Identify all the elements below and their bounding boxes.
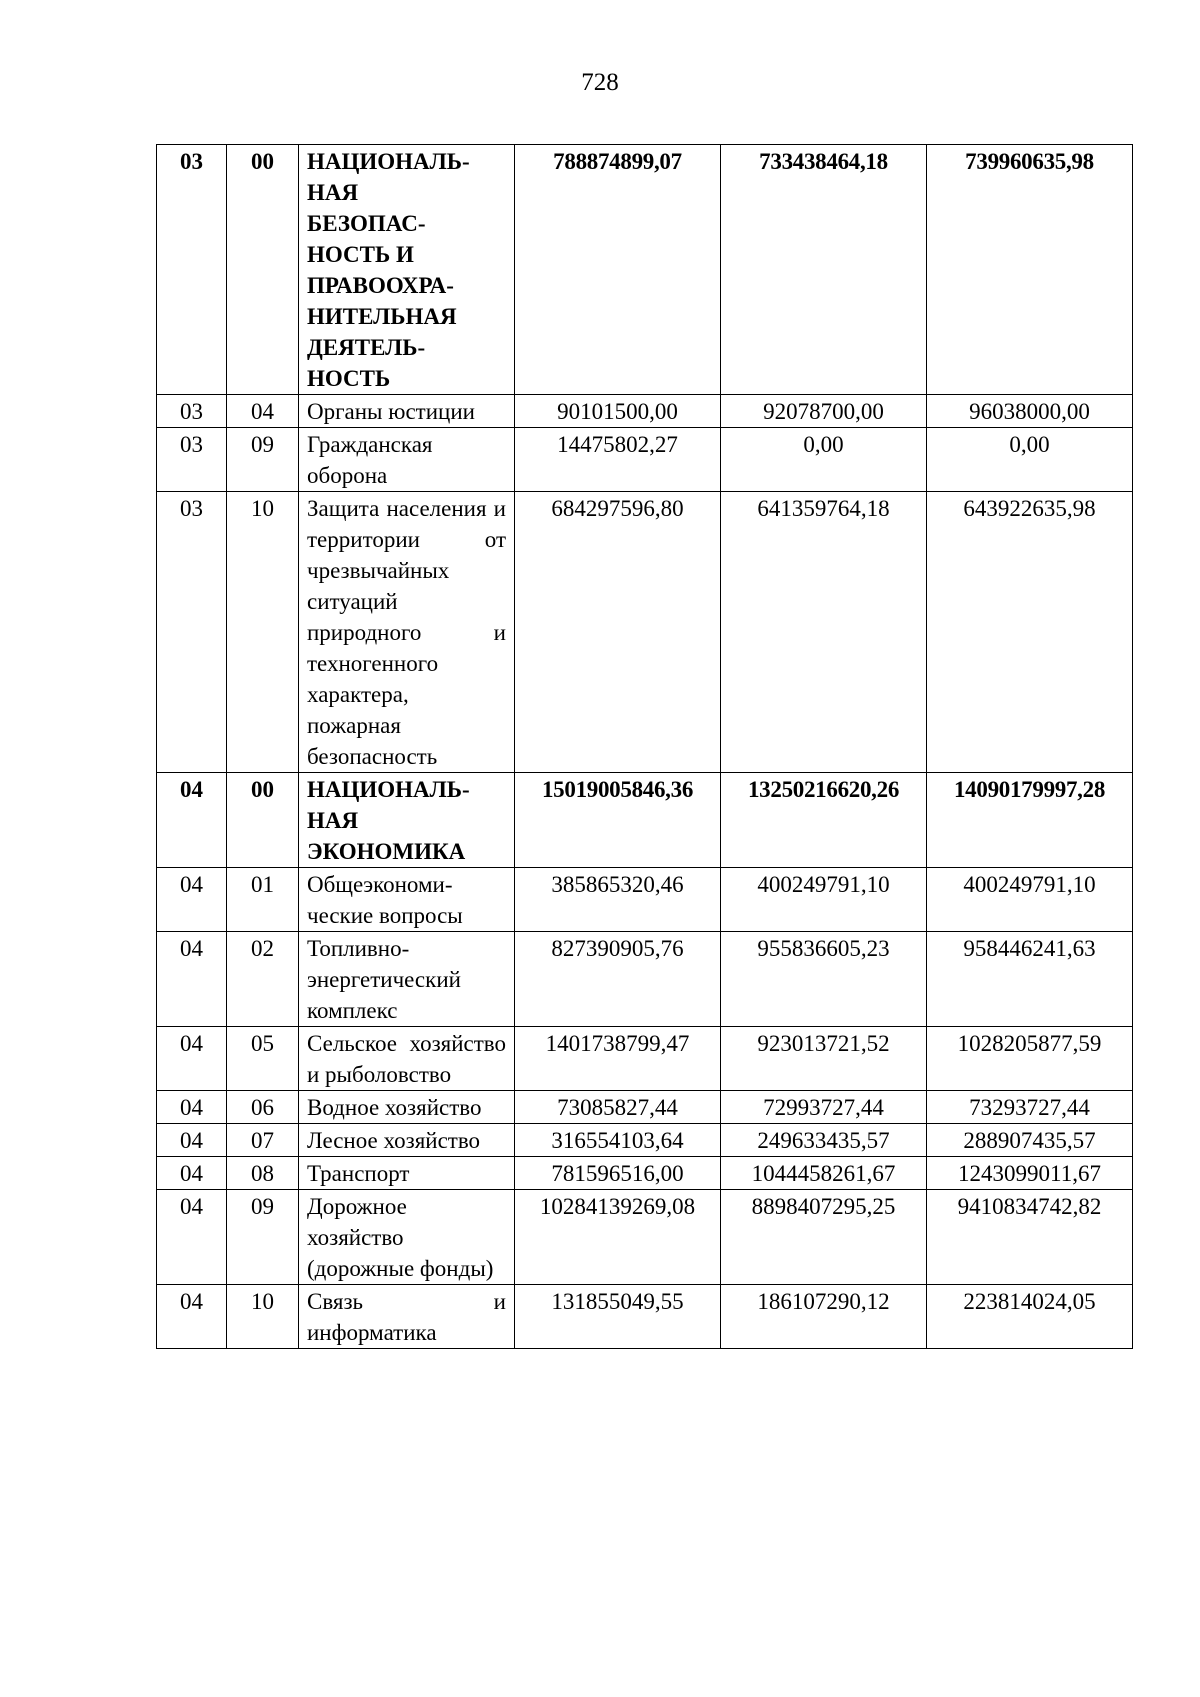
amount-year-1-cell: 10284139269,08: [515, 1190, 721, 1285]
item-name-cell: Дорожное хозяйство (дорожные фонды): [299, 1190, 515, 1285]
amount-year-1-cell: 1401738799,47: [515, 1027, 721, 1091]
subsection-code-cell: 00: [227, 145, 299, 395]
item-name-cell: Сельское хозяйство и рыболовство: [299, 1027, 515, 1091]
amount-year-3-cell: 643922635,98: [927, 492, 1133, 773]
amount-year-3-cell: 400249791,10: [927, 868, 1133, 932]
section-code-cell: 04: [157, 1190, 227, 1285]
item-name-cell: Защита населения и территории от чрезвычайных ситуаций природного и техногенного характера, пожарная безопасность: [299, 492, 515, 773]
table-row: [157, 428, 1133, 492]
item-name-cell: Водное хозяйство: [299, 1091, 515, 1124]
table-row: [157, 868, 1133, 932]
budget-table: [156, 144, 1133, 1349]
table-row: [157, 1124, 1133, 1157]
item-name-cell: НАЦИОНАЛЬ- НАЯ БЕЗОПАС- НОСТЬ И ПРАВООХРА- НИТЕЛЬНАЯ ДЕЯТЕЛЬ- НОСТЬ: [299, 145, 515, 395]
page-number: 728: [581, 69, 619, 96]
table-row: [157, 492, 1133, 773]
table-row: [157, 1091, 1133, 1124]
table-row: [157, 1190, 1133, 1285]
section-code-cell: 03: [157, 145, 227, 395]
subsection-code-cell: 05: [227, 1027, 299, 1091]
amount-year-2-cell: 641359764,18: [721, 492, 927, 773]
amount-year-2-cell: 13250216620,26: [721, 773, 927, 868]
subsection-code-cell: 10: [227, 492, 299, 773]
amount-year-3-cell: 739960635,98: [927, 145, 1133, 395]
amount-year-1-cell: 684297596,80: [515, 492, 721, 773]
table-row: [157, 395, 1133, 428]
table-row: [157, 1027, 1133, 1091]
subsection-code-cell: 08: [227, 1157, 299, 1190]
amount-year-3-cell: 0,00: [927, 428, 1133, 492]
section-code-cell: 04: [157, 1027, 227, 1091]
amount-year-1-cell: 14475802,27: [515, 428, 721, 492]
item-name-cell: Гражданская оборона: [299, 428, 515, 492]
amount-year-2-cell: 92078700,00: [721, 395, 927, 428]
subsection-code-cell: 04: [227, 395, 299, 428]
subsection-code-cell: 06: [227, 1091, 299, 1124]
amount-year-1-cell: 15019005846,36: [515, 773, 721, 868]
amount-year-1-cell: 90101500,00: [515, 395, 721, 428]
amount-year-2-cell: 72993727,44: [721, 1091, 927, 1124]
amount-year-2-cell: 923013721,52: [721, 1027, 927, 1091]
section-code-cell: 04: [157, 1124, 227, 1157]
section-code-cell: 04: [157, 932, 227, 1027]
amount-year-2-cell: 733438464,18: [721, 145, 927, 395]
subsection-code-cell: 00: [227, 773, 299, 868]
subsection-code-cell: 02: [227, 932, 299, 1027]
amount-year-1-cell: 316554103,64: [515, 1124, 721, 1157]
table-row: [157, 932, 1133, 1027]
amount-year-3-cell: 14090179997,28: [927, 773, 1133, 868]
item-name-cell: Топливно- энергетический комплекс: [299, 932, 515, 1027]
section-code-cell: 03: [157, 395, 227, 428]
table-row: [157, 773, 1133, 868]
amount-year-3-cell: 958446241,63: [927, 932, 1133, 1027]
amount-year-3-cell: 1243099011,67: [927, 1157, 1133, 1190]
section-code-cell: 04: [157, 868, 227, 932]
amount-year-1-cell: 131855049,55: [515, 1285, 721, 1349]
amount-year-3-cell: 1028205877,59: [927, 1027, 1133, 1091]
amount-year-2-cell: 8898407295,25: [721, 1190, 927, 1285]
amount-year-2-cell: 1044458261,67: [721, 1157, 927, 1190]
amount-year-1-cell: 781596516,00: [515, 1157, 721, 1190]
amount-year-3-cell: 223814024,05: [927, 1285, 1133, 1349]
item-name-cell: Связь и информатика: [299, 1285, 515, 1349]
section-code-cell: 04: [157, 1091, 227, 1124]
section-code-cell: 03: [157, 492, 227, 773]
amount-year-2-cell: 0,00: [721, 428, 927, 492]
amount-year-2-cell: 249633435,57: [721, 1124, 927, 1157]
amount-year-3-cell: 96038000,00: [927, 395, 1133, 428]
table-row: [157, 1285, 1133, 1349]
section-code-cell: 04: [157, 1285, 227, 1349]
item-name-cell: Органы юстиции: [299, 395, 515, 428]
subsection-code-cell: 01: [227, 868, 299, 932]
amount-year-3-cell: 9410834742,82: [927, 1190, 1133, 1285]
section-code-cell: 03: [157, 428, 227, 492]
subsection-code-cell: 09: [227, 428, 299, 492]
item-name-cell: Общеэкономи- ческие вопросы: [299, 868, 515, 932]
section-code-cell: 04: [157, 773, 227, 868]
item-name-cell: Лесное хозяйство: [299, 1124, 515, 1157]
amount-year-2-cell: 400249791,10: [721, 868, 927, 932]
table-row: [157, 1157, 1133, 1190]
budget-table-body: [157, 145, 1133, 1349]
amount-year-1-cell: 827390905,76: [515, 932, 721, 1027]
subsection-code-cell: 09: [227, 1190, 299, 1285]
item-name-cell: НАЦИОНАЛЬ- НАЯ ЭКОНОМИКА: [299, 773, 515, 868]
amount-year-1-cell: 73085827,44: [515, 1091, 721, 1124]
amount-year-1-cell: 788874899,07: [515, 145, 721, 395]
amount-year-1-cell: 385865320,46: [515, 868, 721, 932]
amount-year-3-cell: 73293727,44: [927, 1091, 1133, 1124]
amount-year-3-cell: 288907435,57: [927, 1124, 1133, 1157]
subsection-code-cell: 07: [227, 1124, 299, 1157]
item-name-cell: Транспорт: [299, 1157, 515, 1190]
amount-year-2-cell: 186107290,12: [721, 1285, 927, 1349]
section-code-cell: 04: [157, 1157, 227, 1190]
subsection-code-cell: 10: [227, 1285, 299, 1349]
amount-year-2-cell: 955836605,23: [721, 932, 927, 1027]
table-row: [157, 145, 1133, 395]
